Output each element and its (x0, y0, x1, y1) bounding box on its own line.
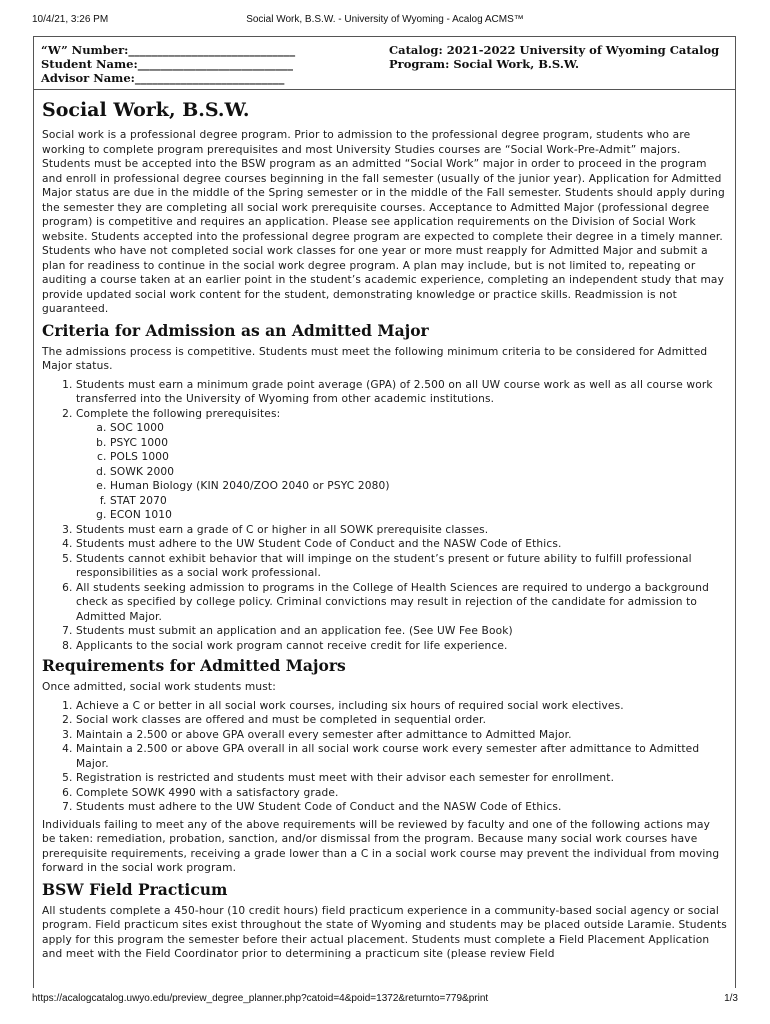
list-item: 7. Students must submit an application and an application fee. (See UW Fee Book) (76, 624, 727, 639)
prerequisite-item: e. Human Biology (KIN 2040/ZOO 2040 or PSYC 2080) (110, 479, 727, 494)
requirements-list (42, 699, 727, 815)
list-item: 3. Maintain a 2.500 or above GPA overall every semester after admittance to Admitted Major. (76, 728, 727, 743)
intro-paragraph: Social work is a professional degree program. Prior to admission to the professional degree program, students who are working to complete program prerequisites and most University Studies courses are “Social Work-Pre-Admit” majors. Students must be accepted into the BSW program as an admitted “Social Work” major in order to proceed in the program and enroll in professional degree courses beginning in the fall semester (usually of the junior year). Application for Admitted Major status are due in the middle of the Spring semester or in the middle of the Fall semester. Students should apply during the semester they are completing all social work prerequisite courses. Acceptance to Admitted Major (professional degree program) is competitive and requires an application. Please see application requirements on the Division of Social Work website. Students accepted into the professional degree program are expected to complete their degree in a timely manner. Students who have not completed social work classes for one year or more must reapply for Admitted Major and submit a plan for readiness to continue in the social work degree program. A plan may include, but is not limited to, repeating or auditing a course taken at an earlier point in the student’s academic experience, completing an independent study that may provide updated social work content for the student, demonstrating knowledge or practice skills. Readmission is not guaranteed. (42, 129, 725, 315)
list-item: 1. Achieve a C or better in all social work courses, including six hours of required social work electives. (76, 699, 727, 714)
prerequisite-item: c. POLS 1000 (110, 450, 727, 465)
catalog-label: Catalog: 2021-2022 University of Wyoming Catalog (389, 43, 720, 57)
prerequisite-item: g. ECON 1010 (110, 508, 727, 523)
program-label: Program: Social Work, B.S.W. (389, 57, 579, 71)
practicum-heading: BSW Field Practicum (42, 879, 228, 899)
list-item (76, 407, 727, 523)
prerequisite-list (76, 421, 727, 523)
list-item: 4. Students must adhere to the UW Student Code of Conduct and the NASW Code of Ethics. (76, 537, 727, 552)
list-item: 3. Students must earn a grade of C or higher in all SOWK prerequisite classes. (76, 523, 727, 538)
criteria-heading: Criteria for Admission as an Admitted Major (42, 320, 429, 340)
list-item: 1. Students must earn a minimum grade point average (GPA) of 2.500 on all UW course work as well as all course work transferred into the University of Wyoming from other academic institutions. (76, 378, 727, 407)
program-content (34, 90, 735, 962)
print-url: https://acalogcatalog.uwyo.edu/preview_degree_planner.php?catoid=4&poid=1372&returnto=779&print (32, 993, 489, 1004)
page-number: 1/3 (724, 993, 738, 1004)
requirements-intro: Once admitted, social work students must: (42, 681, 276, 693)
prerequisite-item: a. SOC 1000 (110, 421, 727, 436)
list-item: 5. Students cannot exhibit behavior that will impinge on the student’s present or future ability to fulfill professional responsibilities as a social work professional. (76, 552, 727, 581)
student-name-field: Student Name:___________________________ (41, 57, 293, 71)
list-item: 4. Maintain a 2.500 or above GPA overall in all social work course work every semester after admittance to Admitted Major. (76, 742, 727, 771)
document-frame (33, 36, 736, 988)
catalog-info (389, 43, 719, 71)
list-item: 5. Registration is restricted and students must meet with their advisor each semester for enrollment. (76, 771, 727, 786)
list-item-label: Complete the following prerequisites: (76, 407, 281, 420)
student-info-box (34, 37, 735, 90)
list-item: 2. Social work classes are offered and must be completed in sequential order. (76, 713, 727, 728)
print-header (32, 14, 738, 28)
w-number-field: “W” Number:_____________________________ (41, 43, 296, 57)
criteria-list (42, 378, 727, 654)
print-page-title: Social Work, B.S.W. - University of Wyoming - Acalog ACMS™ (246, 14, 524, 25)
print-datetime: 10/4/21, 3:26 PM (32, 14, 109, 25)
list-item: 7. Students must adhere to the UW Student Code of Conduct and the NASW Code of Ethics. (76, 800, 727, 815)
list-item: 8. Applicants to the social work program cannot receive credit for life experience. (76, 639, 727, 654)
list-item: 6. Complete SOWK 4990 with a satisfactory grade. (76, 786, 727, 801)
requirements-outro: Individuals failing to meet any of the above requirements will be reviewed by faculty and one of the following actions may be taken: remediation, probation, sanction, and/or dismissal from the program. Because many social work courses have prerequisite requirements, receiving a grade lower than a C in a social work course may prevent the individual from moving forward in the social work program. (42, 818, 720, 874)
criteria-intro: The admissions process is competitive. Students must meet the following minimum criteria to be considered for Admitted Major status. (42, 345, 708, 372)
print-footer (32, 993, 738, 1007)
prerequisite-item: b. PSYC 1000 (110, 436, 727, 451)
requirements-heading: Requirements for Admitted Majors (42, 656, 346, 675)
student-fields (41, 43, 295, 85)
practicum-paragraph: All students complete a 450-hour (10 credit hours) field practicum experience in a community-based social agency or social program. Field practicum sites exist throughout the state of Wyoming and students may be placed outside Laramie. Students apply for this program the semester before their actual placement. Students must complete a Field Placement Application and meet with the Field Coordinator prior to determining a practicum site (please review Field (42, 904, 727, 960)
prerequisite-item: f. STAT 2070 (110, 494, 727, 509)
advisor-name-field: Advisor Name:__________________________ (41, 71, 285, 85)
program-title: Social Work, B.S.W. (42, 99, 250, 121)
list-item: 6. All students seeking admission to programs in the College of Health Sciences are required to undergo a background check as specified by college policy. Criminal convictions may result in rejection of the candidate for admission to Admitted Major. (76, 581, 727, 625)
prerequisite-item: d. SOWK 2000 (110, 465, 727, 480)
